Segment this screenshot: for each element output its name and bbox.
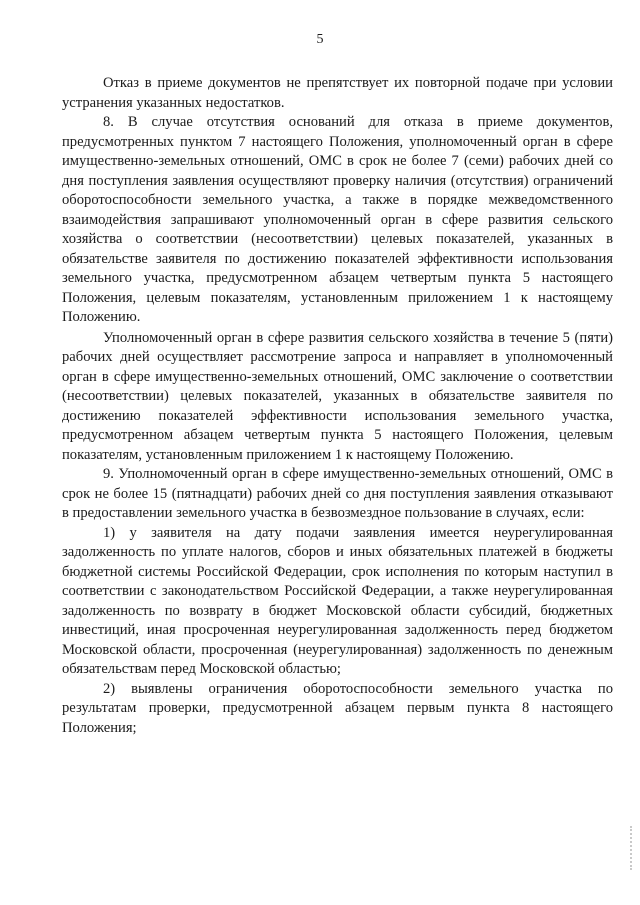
paragraph-clause-9: 9. Уполномоченный орган в сфере имущественно-земельных отношений, ОМС в срок не более 15 (пятнадцати) рабочих дней со дня поступления заявления отказывают в предоставлении земельного участка в безвозмездное пользование в случаях, если:	[62, 466, 613, 521]
document-body	[62, 74, 613, 738]
paragraph-agriculture-body: Уполномоченный орган в сфере развития сельского хозяйства в течение 5 (пяти) рабочих дней осуществляет рассмотрение запроса и направляет в уполномоченный орган в сфере имущественно-земельных отношений, ОМС заключение о соответствии (несоответствии) целевых показателей, указанных в обязательстве заявителя по достижению показателей эффективности использования земельного участка, предусмотренном абзацем четвертым пункта 5 настоящего Положения, целевым показателям, установленным приложением 1 к настоящему Положению.	[62, 329, 613, 463]
paragraph-clause-8: 8. В случае отсутствия оснований для отказа в приеме документов, предусмотренных пунктом 7 настоящего Положения, уполномоченный орган в сфере имущественно-земельных отношений, ОМС в срок не более 7 (семи) рабочих дней со дня поступления заявления осуществляют проверку наличия (отсутствия) ограничений оборотоспособности земельного участка, а также в порядке межведомственного взаимодействия запрашивают уполномоченный орган в сфере развития сельского хозяйства о соответствии (несоответствии) целевых показателей, указанных в обязательстве заявителя по достижению показателей эффективности использования земельного участка, предусмотренном абзацем четвертым пункта 5 настоящего Положения, целевым показателям, установленным приложением 1 к настоящему Положению.	[62, 114, 613, 325]
margin-mark	[630, 826, 638, 870]
page-number: 5	[316, 32, 324, 47]
paragraph-refusal-note: Отказ в приеме документов не препятствует их повторной подаче при условии устранения указанных недостатков.	[62, 75, 613, 111]
paragraph-subclause-1: 1) у заявителя на дату подачи заявления имеется неурегулированная задолженность по уплате налогов, сборов и иных обязательных платежей в бюджеты бюджетной системы Российской Федерации, срок исполнения по которым наступил в соответствии с законодательством Российской Федерации, а также неурегулированная задолженность по возврату в бюджет Московской области субсидий, бюджетных инвестиций, иная просроченная неурегулированная задолженность перед бюджетом Московской области, просроченная (неурегулированная) задолженность по денежным обязательствам перед Московской областью;	[62, 524, 613, 677]
paragraph-subclause-2: 2) выявлены ограничения оборотоспособности земельного участка по результатам проверки, предусмотренной абзацем первым пункта 8 настоящего Положения;	[62, 680, 613, 736]
